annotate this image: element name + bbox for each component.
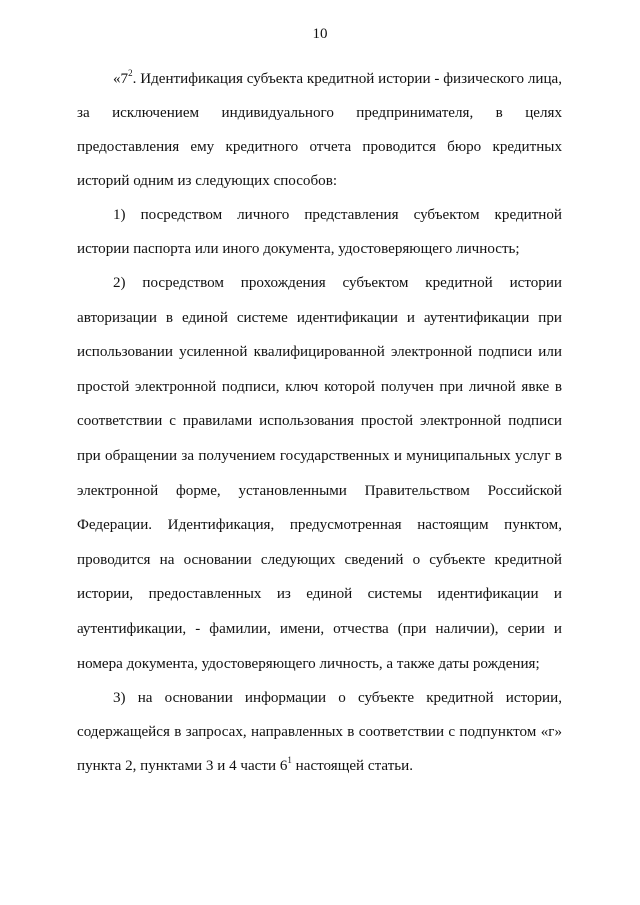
paragraph-text: 2) посредством прохождения субъектом кредитной истории авторизации в единой системе идентификации и аутентификации при использовании усиленной квалифицированной электронной подписи или простой электронной подписи, ключ которой получен при личной явке в соответствии с правилами использования простой электронной подписи при обращении за получением государственных и муниципальных услуг в электронной форме, установленными Правительством Российской Федерации. Идентификация, предусмотренная настоящим пунктом, проводится на основании следующих сведений о субъекте кредитной истории, предоставленных из единой системы идентификации и аутентификации, - фамилии, имени, отчества (при наличии), серии и номера документа, удостоверяющего личность, а также даты рождения; [77, 275, 562, 672]
superscript-one: 1 [287, 755, 292, 766]
paragraph-text: . Идентификация субъекта кредитной истории - физического лица, за исключением индивидуального предпринимателя, в целях предоставления ему кредитного отчета проводится бюро кредитных историй одним из следующих способов: [77, 71, 562, 189]
paragraph-item-3 [77, 681, 562, 783]
paragraph-identification-intro [77, 62, 562, 198]
paragraph-text: 3) на основании информации о субъекте кредитной истории, содержащейся в запросах, направленных в соответствии с подпунктом «г» пункта 2, пунктами 3 и 4 части 6 [77, 690, 562, 775]
superscript-two: 2 [128, 68, 133, 78]
paragraph-item-1 [77, 198, 562, 266]
paragraph-lead: «7 [113, 71, 129, 87]
paragraph-text: 1) посредством личного представления субъектом кредитной истории паспорта или иного документа, удостоверяющего личность; [77, 207, 562, 257]
paragraph-tail: настоящей статьи. [291, 758, 414, 775]
paragraph-item-2 [77, 266, 562, 681]
document-body [77, 62, 562, 783]
page-number: 10 [312, 26, 328, 42]
